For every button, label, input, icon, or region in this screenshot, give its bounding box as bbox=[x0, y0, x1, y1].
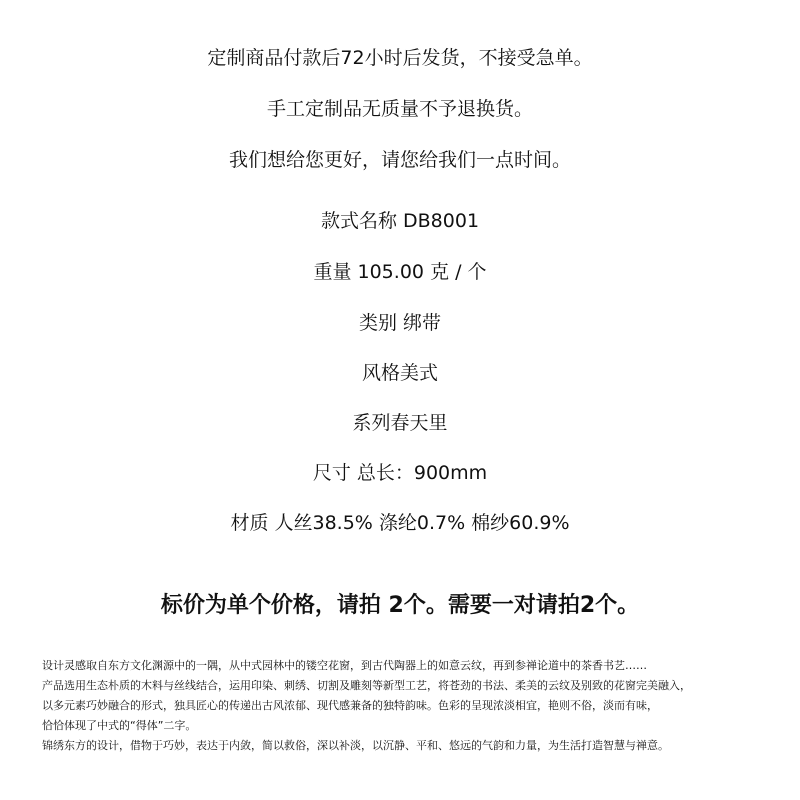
spec-size: 尺寸 总长：900mm bbox=[312, 462, 488, 484]
description-line: 锦绣东方的设计，借物于巧妙，表达于内敛，简以救俗，深以补淡，以沉静、平和、悠远的气韵和力量，为生活打造智慧与禅意。 bbox=[42, 739, 669, 752]
spec-style: 风格美式 bbox=[361, 362, 438, 384]
design-description bbox=[42, 656, 782, 756]
spec-category: 类别 绑带 bbox=[358, 312, 442, 334]
spec-weight: 重量 105.00 克 / 个 bbox=[313, 261, 487, 283]
notice-no-return: 手工定制品无质量不予退换货。 bbox=[266, 98, 533, 120]
price-note: 标价为单个价格，请拍 2个。需要一对请拍2个。 bbox=[160, 593, 640, 618]
description-line: 恰恰体现了中式的“得体”二字。 bbox=[42, 719, 197, 732]
spec-material: 材质 人丝38.5% 涤纶0.7% 棉纱60.9% bbox=[230, 512, 570, 534]
notice-patience: 我们想给您更好，请您给我们一点时间。 bbox=[228, 149, 571, 171]
description-line: 产品选用生态朴质的木料与丝线结合，运用印染、刺绣、切割及雕刻等新型工艺，将苍劲的书法、柔美的云纹及别致的花窗完美融入， bbox=[42, 679, 691, 692]
spec-model: 款式名称 DB8001 bbox=[320, 210, 480, 232]
description-line: 设计灵感取自东方文化渊源中的一隅，从中式园林中的镂空花窗，到古代陶器上的如意云纹，再到参禅论道中的茶香书艺…… bbox=[42, 659, 647, 672]
description-line: 以多元素巧妙融合的形式，独具匠心的传递出古风浓郁、现代感兼备的独特韵味。色彩的呈现浓淡相宜，艳则不俗，淡而有味， bbox=[42, 699, 658, 712]
notice-shipping: 定制商品付款后72小时后发货，不接受急单。 bbox=[207, 47, 593, 69]
spec-series: 系列春天里 bbox=[352, 412, 448, 434]
